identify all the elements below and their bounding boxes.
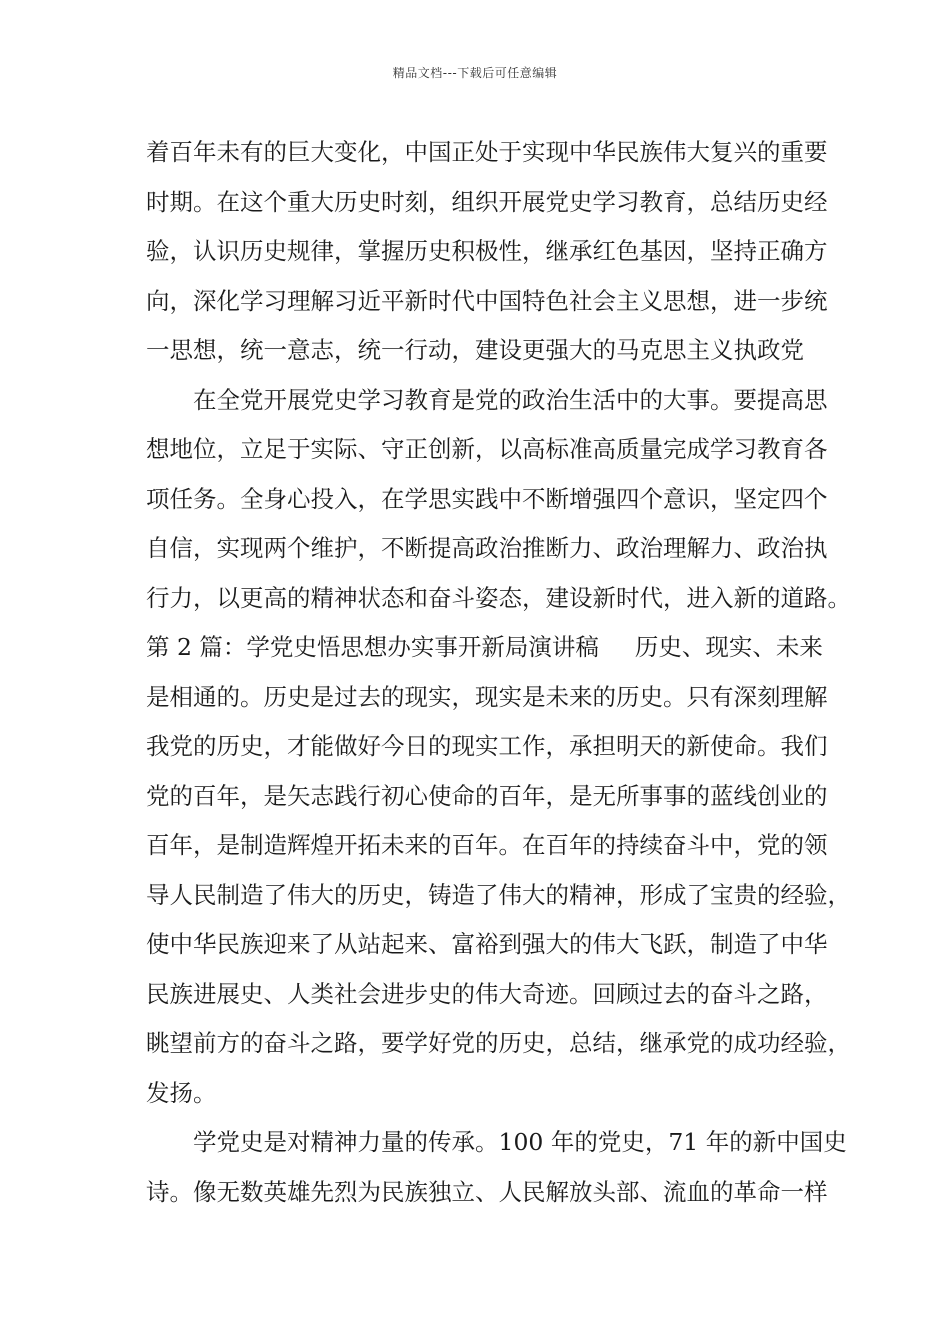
text-line: 眺望前方的奋斗之路，要学好党的历史，总结，继承党的成功经验，: [146, 1029, 851, 1057]
text-line: 想地位，立足于实际、守正创新，以高标准高质量完成学习教育各: [146, 435, 828, 463]
paragraph-3: [146, 623, 851, 1118]
text-line: 诗。像无数英雄先烈为民族独立、人民解放头部、流血的革命一样: [146, 1177, 828, 1206]
text-line: 民族进展史、人类社会进步史的伟大奇迹。回顾过去的奋斗之路，: [146, 979, 828, 1008]
text-line: 是相通的。历史是过去的现实，现实是未来的历史。只有深刻理解: [146, 682, 828, 711]
text-line: 在全党开展党史学习教育是党的政治生活中的大事。要提高思: [193, 385, 828, 414]
document-body: [146, 128, 851, 1217]
text-line: 时期。在这个重大历史时刻，组织开展党史学习教育，总结历史经: [146, 187, 828, 216]
text-line: 向，深化学习理解习近平新时代中国特色社会主义思想，进一步统: [146, 286, 828, 315]
paragraph-2: [146, 376, 851, 624]
text-line: 项任务。全身心投入，在学思实践中不断增强四个意识，坚定四个: [146, 484, 828, 513]
section-title-line: [146, 623, 823, 673]
text-line: 使中华民族迎来了从站起来、富裕到强大的伟大飞跃，制造了中华: [146, 930, 828, 958]
text-line: 着百年未有的巨大变化，中国正处于实现中华民族伟大复兴的重要: [146, 138, 828, 166]
section-title: 第 2 篇：学党史悟思想办实事开新局演讲稿: [146, 633, 599, 661]
text-line: 学党史是对精神力量的传承。100 年的党史，71 年的新中国史: [193, 1128, 847, 1156]
paragraph-4: [146, 1118, 847, 1217]
text-line: 自信，实现两个维护，不断提高政治推断力、政治理解力、政治执: [146, 534, 828, 562]
text-line: 发扬。: [146, 1078, 217, 1107]
text-line: 行力，以更高的精神状态和奋斗姿态，建设新时代，进入新的道路。: [146, 583, 851, 612]
paragraph-1: [146, 128, 828, 376]
text-line: 验，认识历史规律，掌握历史积极性，继承红色基因，坚持正确方: [146, 237, 828, 265]
page-header: 精品文档---下载后可任意编辑: [392, 66, 558, 80]
section-title-continuation: 历史、现实、未来: [634, 633, 823, 661]
text-line: 百年，是制造辉煌开拓未来的百年。在百年的持续奋斗中，党的领: [146, 831, 828, 859]
text-line: 导人民制造了伟大的历史，铸造了伟大的精神，形成了宝贵的经验，: [146, 880, 851, 909]
text-line: 我党的历史，才能做好今日的现实工作，承担明天的新使命。我们: [146, 732, 828, 760]
text-line: 一思想，统一意志，统一行动，建设更强大的马克思主义执政党: [146, 336, 804, 364]
text-line: 党的百年，是矢志践行初心使命的百年，是无所事事的蓝线创业的: [146, 781, 828, 810]
